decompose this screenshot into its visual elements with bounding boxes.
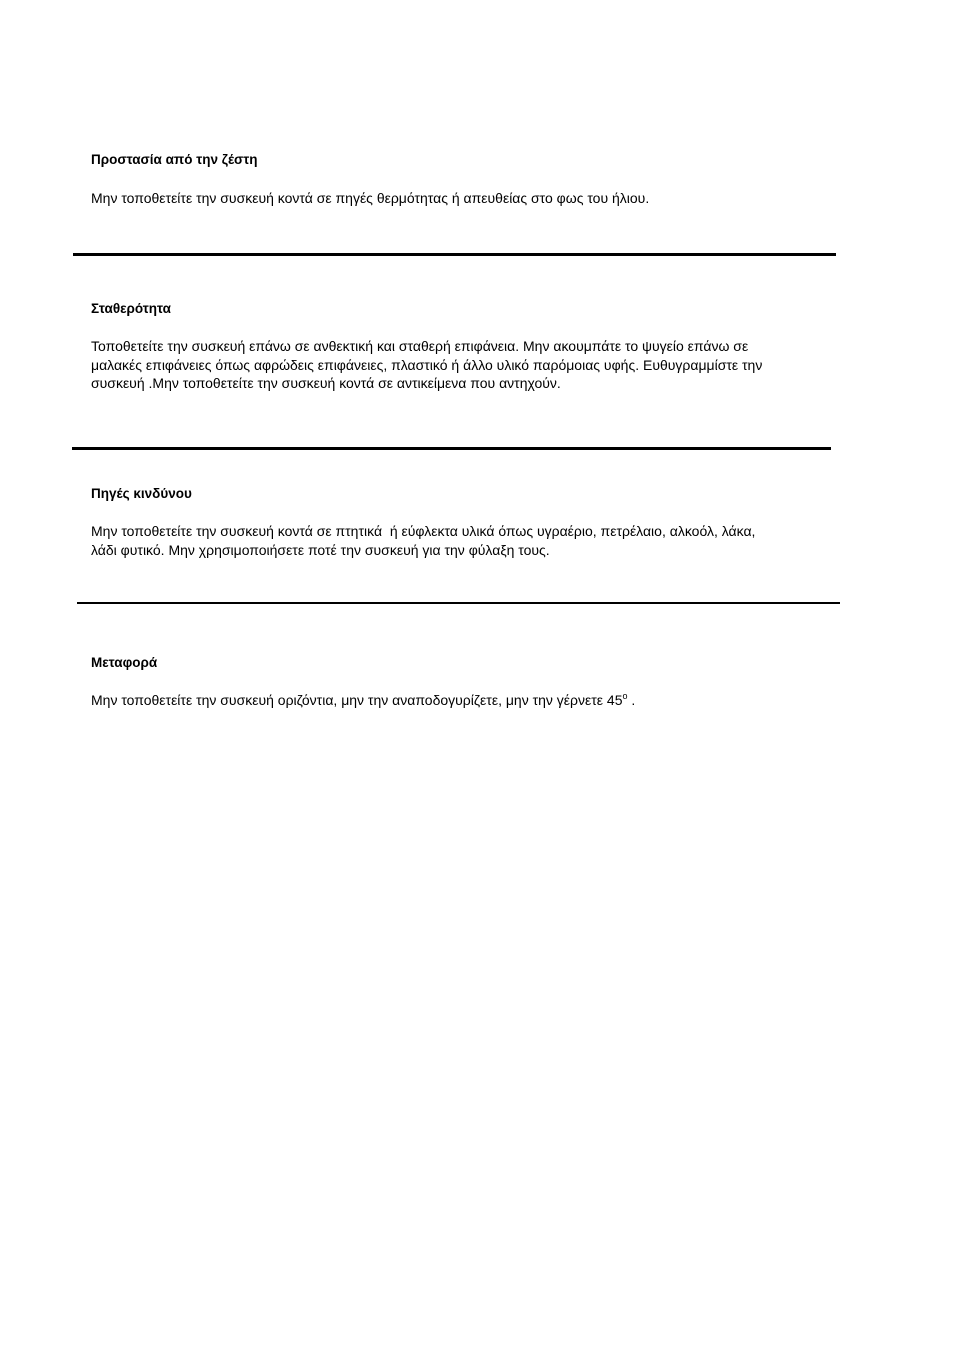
paragraph-text-tail: .	[627, 692, 636, 708]
section-divider	[72, 447, 831, 450]
section-paragraph-hazard-sources	[91, 522, 881, 559]
degree-superscript: o	[622, 691, 628, 701]
paragraph-line: Τοποθετείτε την συσκευή επάνω σε ανθεκτική και σταθερή επιφάνεια. Μην ακουμπάτε το ψυγείο επάνω σε	[91, 338, 749, 354]
section-divider	[73, 253, 836, 256]
section-heading-transport: Μεταφορά	[91, 655, 158, 670]
section-heading-stability: Σταθερότητα	[91, 301, 171, 316]
section-heading-heat-protection: Προστασία από την ζέστη	[91, 152, 258, 167]
paragraph-line: Μην τοποθετείτε την συσκευή κοντά σε πτητικά ή εύφλεκτα υλικά όπως υγραέριο, πετρέλαιο, αλκοόλ, λάκα,	[91, 523, 756, 539]
section-paragraph-heat-protection: Μην τοποθετείτε την συσκευή κοντά σε πηγές θερμότητας ή απευθείας στο φως του ήλιου.	[91, 190, 650, 206]
section-paragraph-transport	[91, 691, 881, 710]
paragraph-text: Μην τοποθετείτε την συσκευή οριζόντια, μην την αναποδογυρίζετε, μην την γέρνετε 45	[91, 692, 623, 708]
section-paragraph-stability	[91, 337, 881, 393]
section-divider	[77, 602, 840, 604]
paragraph-line: λάδι φυτικό. Μην χρησιμοποιήσετε ποτέ την συσκευή για την φύλαξη τους.	[91, 541, 550, 558]
section-heading-hazard-sources: Πηγές κινδύνου	[91, 486, 192, 501]
paragraph-line: μαλακές επιφάνειες όπως αφρώδεις επιφάνειες, πλαστικό ή άλλο υλικό παρόμοιας υφής. Ευθυγραμμίστε την	[91, 356, 763, 373]
paragraph-line: συσκευή .Μην τοποθετείτε την συσκευή κοντά σε αντικείμενα που αντηχούν.	[91, 375, 561, 391]
